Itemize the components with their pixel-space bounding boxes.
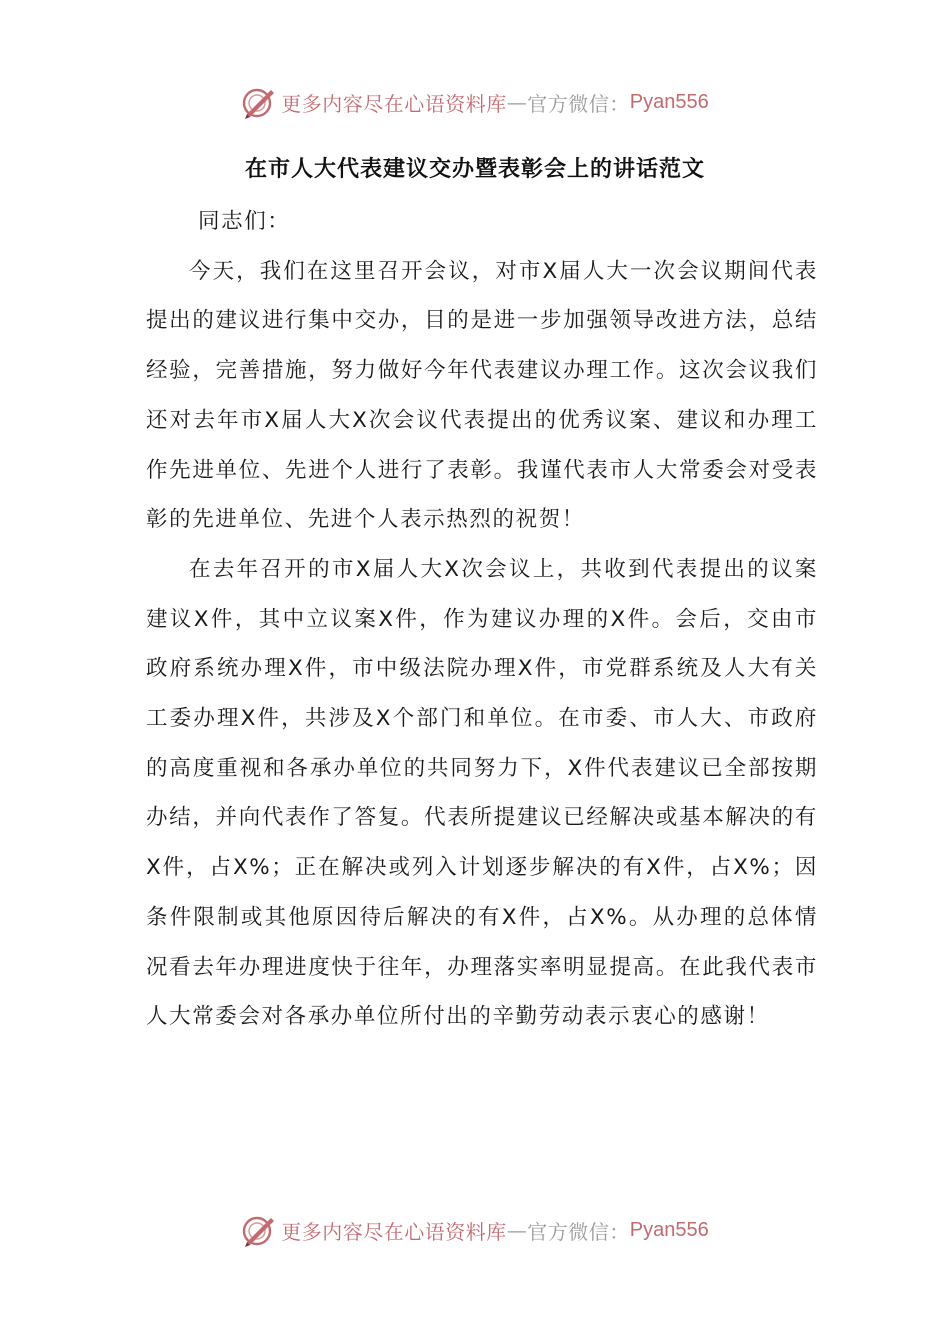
- banner-suffix-text: 官方微信：: [527, 1219, 630, 1244]
- footer-banner: [0, 1210, 950, 1250]
- banner-prefix-text: 更多内容尽在心语资料库: [281, 1219, 507, 1244]
- pen-circle-logo-icon: [241, 1212, 277, 1248]
- document-body: [146, 197, 818, 1042]
- banner-prefix-text: 更多内容尽在心语资料库: [281, 91, 507, 116]
- banner-separator: —: [506, 1218, 528, 1242]
- paragraph-2: 在去年召开的市X届人大X次会议上，共收到代表提出的议案建议X件，其中立议案X件，作为建议办理的X件。会后，交由市政府系统办理X件，市中级法院办理X件，市党群系统及人大有关工委办理X件，共涉及X个部门和单位。在市委、市人大、市政府的高度重视和各承办单位的共同努力下，X件代表建议已全部按期办结，并向代表作了答复。代表所提建议已经解决或基本解决的有X件，占X%；正在解决或列入计划逐步解决的有X件，占X%；因条件限制或其他原因待后解决的有X件，占X%。从办理的总体情况看去年办理进度快于往年，办理落实率明显提高。在此我代表市人大常委会对各承办单位所付出的辛勤劳动表示衷心的感谢！: [146, 556, 818, 1030]
- pen-circle-logo-icon: [241, 84, 277, 120]
- paragraph-1: 今天，我们在这里召开会议，对市X届人大一次会议期间代表提出的建议进行集中交办，目的是进一步加强领导改进方法，总结经验，完善措施，努力做好今年代表建议办理工作。这次会议我们还对去年市X届人大X次会议代表提出的优秀议案、建议和办理工作先进单位、先进个人进行了表彰。我谨代表市人大常委会对受表彰的先进单位、先进个人表示热烈的祝贺！: [146, 258, 818, 533]
- banner-suffix-text: 官方微信：: [527, 91, 630, 116]
- document-title: 在市人大代表建议交办暨表彰会上的讲话范文: [244, 157, 705, 182]
- banner-wechat-id: Pyan556: [629, 90, 709, 113]
- banner-separator: —: [506, 90, 528, 114]
- header-banner: [0, 82, 950, 122]
- greeting-line: 同志们：: [198, 209, 291, 234]
- banner-wechat-id: Pyan556: [629, 1218, 709, 1241]
